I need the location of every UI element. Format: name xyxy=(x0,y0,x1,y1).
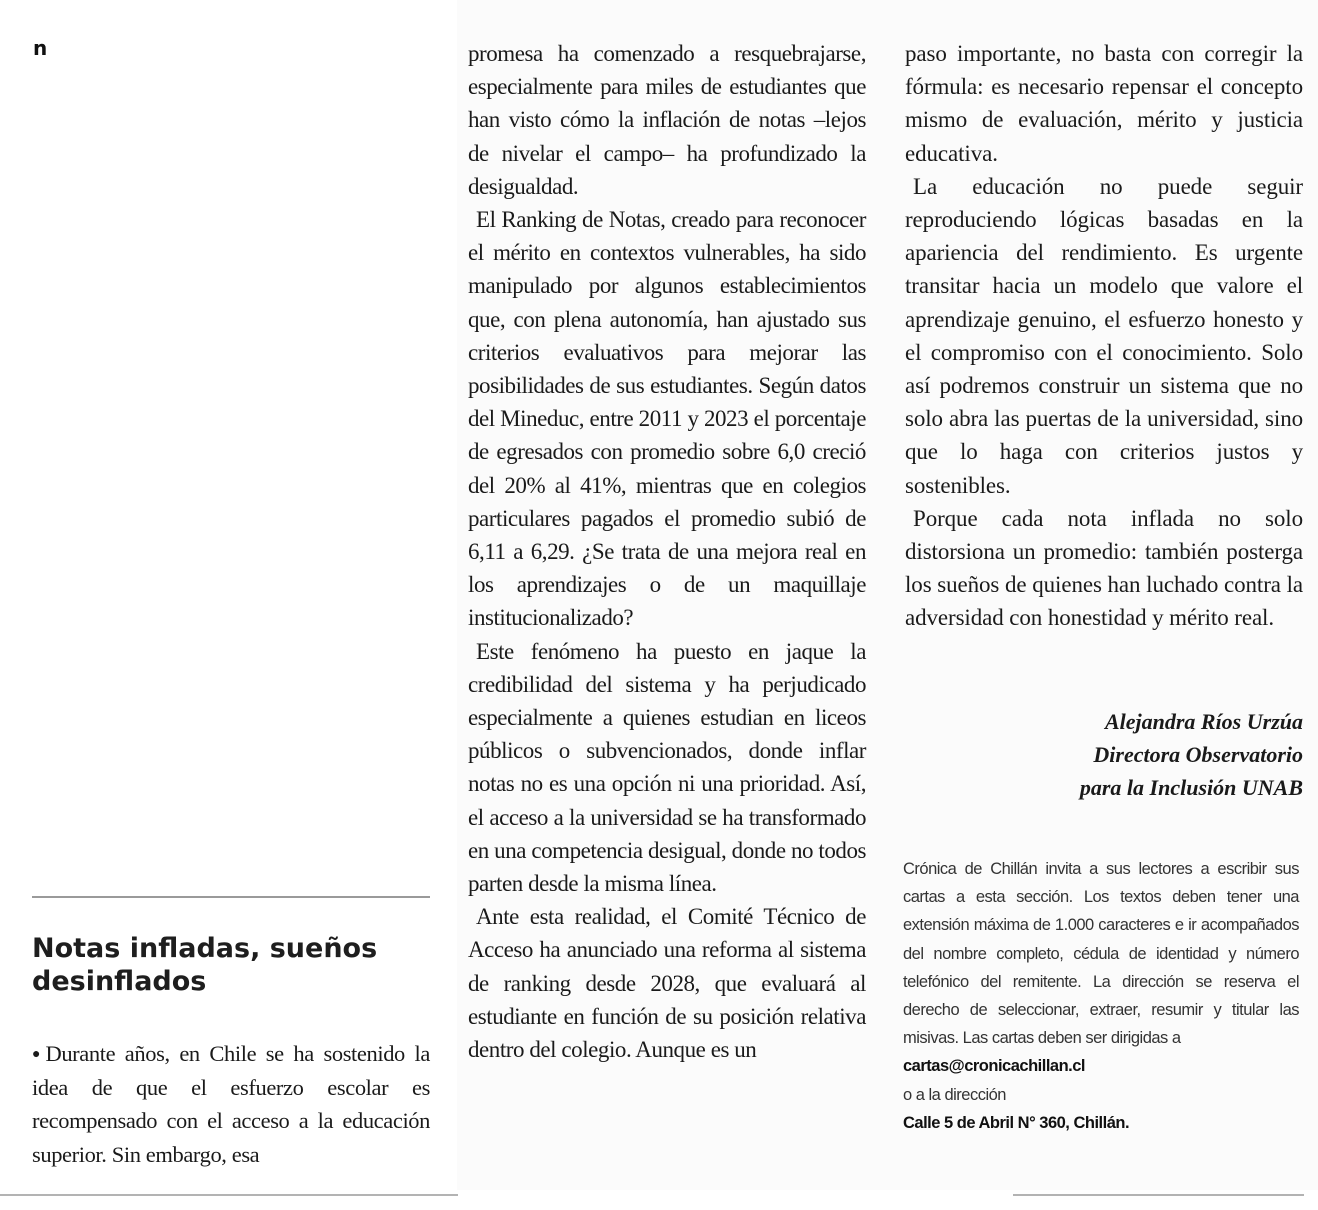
column-left xyxy=(0,0,457,1194)
article-column-1 xyxy=(32,1037,430,1171)
notice-or-address: o a la dirección xyxy=(903,1085,1006,1104)
signature-block xyxy=(905,705,1303,804)
letters-notice xyxy=(903,855,1299,1137)
paragraph-2: El Ranking de Notas, creado para reconocer el mérito en contextos vulnerables, ha sido manipulado por algunos establecimientos que, con plena autonomía, han ajustado sus criterios evaluativos para mejorar las posibilidades de sus estudiantes. Según datos del Mineduc, entre 2011 y 2023 el porcentaje de egresados con promedio sobre 6,0 creció del 20% al 41%, mientras que en colegios particulares pagados el promedio subió de 6,11 a 6,29. ¿Se trata de una mejora real en los aprendizajes o de un maquillaje institucionalizado? xyxy=(468,207,866,631)
notice-address: Calle 5 de Abril N° 360, Chillán. xyxy=(903,1113,1130,1132)
author-name: Alejandra Ríos Urzúa xyxy=(1104,709,1303,734)
paragraph-4-part-b: paso importante, no basta con corregir la fórmula: es necesario repensar el concepto mismo de evaluación, mérito y justicia educativa. xyxy=(905,41,1303,166)
author-title-line-2: para la Inclusión UNAB xyxy=(1079,775,1303,800)
article-column-2 xyxy=(468,37,866,1066)
article-column-3 xyxy=(905,37,1303,635)
paragraph-6: Porque cada nota inflada no solo distorsiona un promedio: también posterga los sueños de quienes han luchado contra la adversidad con honestidad y mérito real. xyxy=(905,505,1303,631)
paragraph-1-part-b: promesa ha comenzado a resquebrajarse, especialmente para miles de estudiantes que han visto cómo la inflación de notas –lejos de nivelar el campo– ha profundizado la desigualdad. xyxy=(468,41,866,199)
notice-text: Crónica de Chillán invita a sus lectores a escribir sus cartas a esta sección. Los textos deben tener una extensión máxima de 1.000 caracteres e ir acompañados del nombre completo, cédula de identidad y número telefónico del remitente. La dirección se reserva el derecho de seleccionar, extraer, resumir y titular las misivas. Las cartas deben ser dirigidas a xyxy=(903,860,1299,1048)
headline-rule xyxy=(32,896,430,898)
notice-email[interactable]: cartas@cronicachillan.cl xyxy=(903,1057,1086,1076)
bottom-rule-right xyxy=(1013,1194,1304,1196)
paragraph-4-part-a: Ante esta realidad, el Comité Técnico de Acceso ha anunciado una reforma al sistema de ranking desde 2028, que evaluará al estudiante en función de su posición relativa dentro del colegio. Aunque es un xyxy=(468,904,866,1063)
author-title-line-1: Directora Observatorio xyxy=(1093,742,1303,767)
bottom-rule-left xyxy=(0,1194,458,1196)
stray-mark: n xyxy=(33,36,48,60)
paragraph-5: La educación no puede seguir reproduciendo lógicas basadas en la apariencia del rendimiento. Es urgente transitar hacia un modelo que valore el aprendizaje genuino, el esfuerzo honesto y el compromiso con el conocimiento. Solo así podremos construir un sistema que no solo abra las puertas de la universidad, sino que lo haga con criterios justos y sostenibles. xyxy=(905,173,1303,498)
article-headline: Notas infladas, sueños desinflados xyxy=(32,933,378,997)
paragraph-1-part-a: ●Durante años, en Chile se ha sostenido la idea de que el esfuerzo escolar es recompensado con el acceso a la educación superior. Sin embargo, esa xyxy=(32,1041,430,1167)
bullet-icon: ● xyxy=(32,1047,45,1062)
paragraph-3: Este fenómeno ha puesto en jaque la credibilidad del sistema y ha perjudicado especialmente a quienes estudian en liceos públicos o subvencionados, donde inflar notas no es una opción ni una prioridad. Así, el acceso a la universidad se ha transformado en una competencia desigual, donde no todos parten desde la misma línea. xyxy=(468,638,866,897)
